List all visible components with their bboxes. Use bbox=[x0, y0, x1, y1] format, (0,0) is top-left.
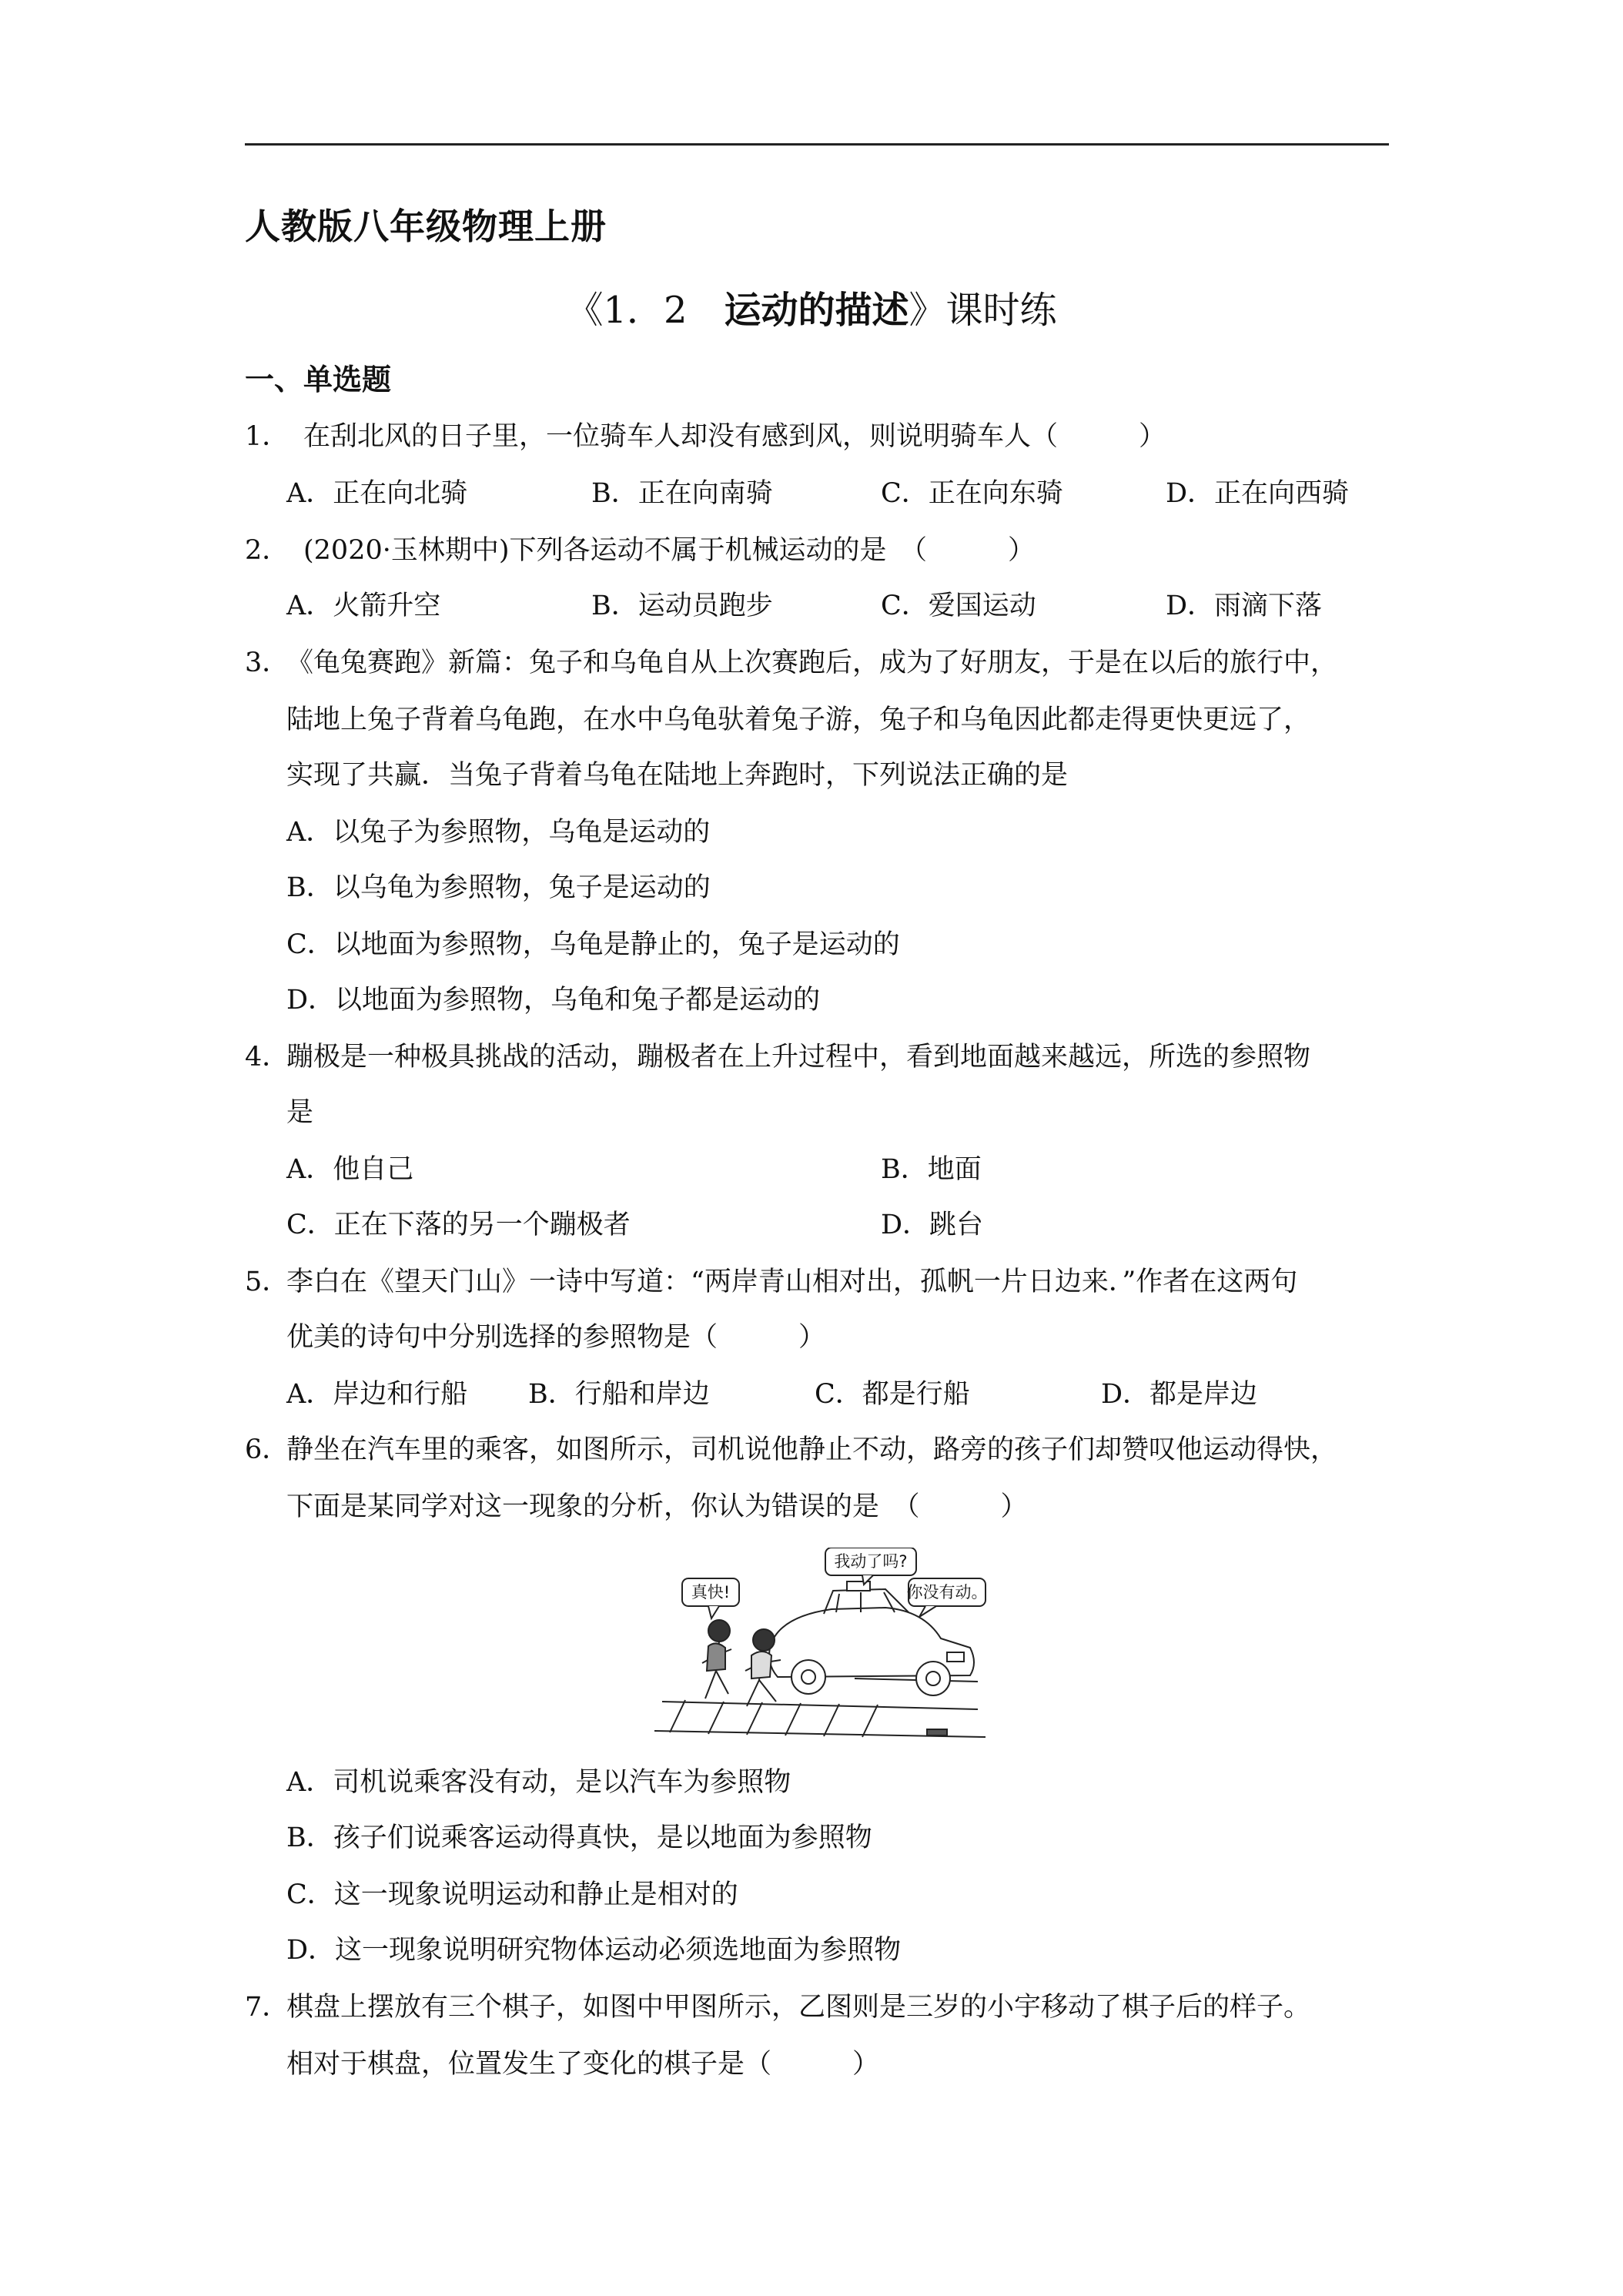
lesson-title-open: 《1．2 bbox=[566, 289, 724, 332]
option-d: D．正在向西骑 bbox=[1166, 478, 1350, 509]
option-c: C．这一现象说明运动和静止是相对的 bbox=[286, 1879, 738, 1910]
option-a: A．司机说乘客没有动，是以汽车为参照物 bbox=[286, 1767, 791, 1798]
option-d: D．跳台 bbox=[881, 1210, 984, 1240]
lesson-title bbox=[0, 280, 1623, 333]
option-a: A．火箭升空 bbox=[286, 591, 441, 621]
question-text: 在刮北风的日子里，一位骑车人却没有感到风，则说明骑车人（ ） bbox=[303, 421, 1166, 452]
option-c: C．都是行船 bbox=[815, 1379, 970, 1410]
question-text: (2020·玉林期中)下列各运动不属于机械运动的是 （ ） bbox=[303, 535, 1036, 566]
section-title: 一、单选题 bbox=[245, 363, 392, 397]
question-text: 棋盘上摆放有三个棋子，如图中甲图所示，乙图则是三岁的小宇移动了棋子后的样子。 bbox=[286, 1992, 1311, 2023]
option-a: A．岸边和行船 bbox=[286, 1379, 468, 1410]
question-text: 蹦极是一种极具挑战的活动，蹦极者在上升过程中，看到地面越来越远，所选的参照物 bbox=[286, 1042, 1311, 1073]
question-text: 静坐在汽车里的乘客，如图所示，司机说他静止不动，路旁的孩子们却赞叹他运动得快， bbox=[286, 1434, 1338, 1465]
option-c: C．爱国运动 bbox=[881, 591, 1036, 621]
question-number: 1． bbox=[245, 421, 289, 452]
question-number: 7． bbox=[245, 1992, 289, 2023]
option-d: D．以地面为参照物，乌龟和兔子都是运动的 bbox=[286, 985, 821, 1016]
question-text: 实现了共赢．当兔子背着乌龟在陆地上奔跑时，下列说法正确的是 bbox=[286, 760, 1069, 791]
question-number: 6． bbox=[245, 1434, 289, 1465]
option-a: A．以兔子为参照物，乌龟是运动的 bbox=[286, 817, 711, 848]
option-b: B．地面 bbox=[881, 1154, 982, 1185]
question-text: 陆地上兔子背着乌龟跑，在水中乌龟驮着兔子游，兔子和乌龟因此都走得更快更远了， bbox=[286, 705, 1311, 735]
question-text: 相对于棋盘，位置发生了变化的棋子是（ ） bbox=[286, 2049, 880, 2080]
option-d: D．都是岸边 bbox=[1101, 1379, 1258, 1410]
option-b: B．行船和岸边 bbox=[528, 1379, 710, 1410]
option-d: D．这一现象说明研究物体运动必须选地面为参照物 bbox=[286, 1935, 902, 1966]
bubble-right-text: 你没有动。 bbox=[906, 1583, 987, 1602]
option-c: C．以地面为参照物，乌龟是静止的，兔子是运动的 bbox=[286, 929, 900, 960]
question-number: 3． bbox=[245, 648, 289, 678]
lesson-title-bold: 运动的描述 bbox=[724, 289, 909, 332]
bubble-left-text: 真快! bbox=[691, 1583, 731, 1602]
option-a: A．他自己 bbox=[286, 1154, 414, 1185]
option-d: D．雨滴下落 bbox=[1166, 591, 1323, 621]
option-b: B．运动员跑步 bbox=[591, 591, 773, 621]
option-b: B．以乌龟为参照物，兔子是运动的 bbox=[286, 872, 711, 903]
question-number: 4． bbox=[245, 1042, 289, 1073]
bubble-top-text: 我动了吗? bbox=[834, 1552, 908, 1571]
question-text: 下面是某同学对这一现象的分析，你认为错误的是 （ ） bbox=[286, 1491, 1028, 1522]
header-rule bbox=[245, 143, 1389, 146]
question-number: 5． bbox=[245, 1267, 289, 1297]
question-number: 2． bbox=[245, 535, 289, 566]
question-text: 李白在《望天门山》一诗中写道：“两岸青山相对出，孤帆一片日边来．”作者在这两句 bbox=[286, 1267, 1298, 1297]
question-text: 是 bbox=[286, 1097, 314, 1128]
option-b: B．正在向南骑 bbox=[591, 478, 773, 509]
option-c: C．正在下落的另一个蹦极者 bbox=[286, 1210, 631, 1240]
option-c: C．正在向东骑 bbox=[881, 478, 1063, 509]
question-text: 《龟兔赛跑》新篇：兔子和乌龟自从上次赛跑后，成为了好朋友，于是在以后的旅行中， bbox=[286, 648, 1338, 678]
car-illustration bbox=[654, 1548, 987, 1746]
car-illustration-svg bbox=[654, 1548, 987, 1746]
option-b: B．孩子们说乘客运动得真快，是以地面为参照物 bbox=[286, 1822, 872, 1853]
option-a: A．正在向北骑 bbox=[286, 478, 468, 509]
book-title: 人教版八年级物理上册 bbox=[245, 206, 607, 247]
question-text: 优美的诗句中分别选择的参照物是（ ） bbox=[286, 1322, 826, 1353]
lesson-title-close: 》课时练 bbox=[909, 289, 1057, 332]
